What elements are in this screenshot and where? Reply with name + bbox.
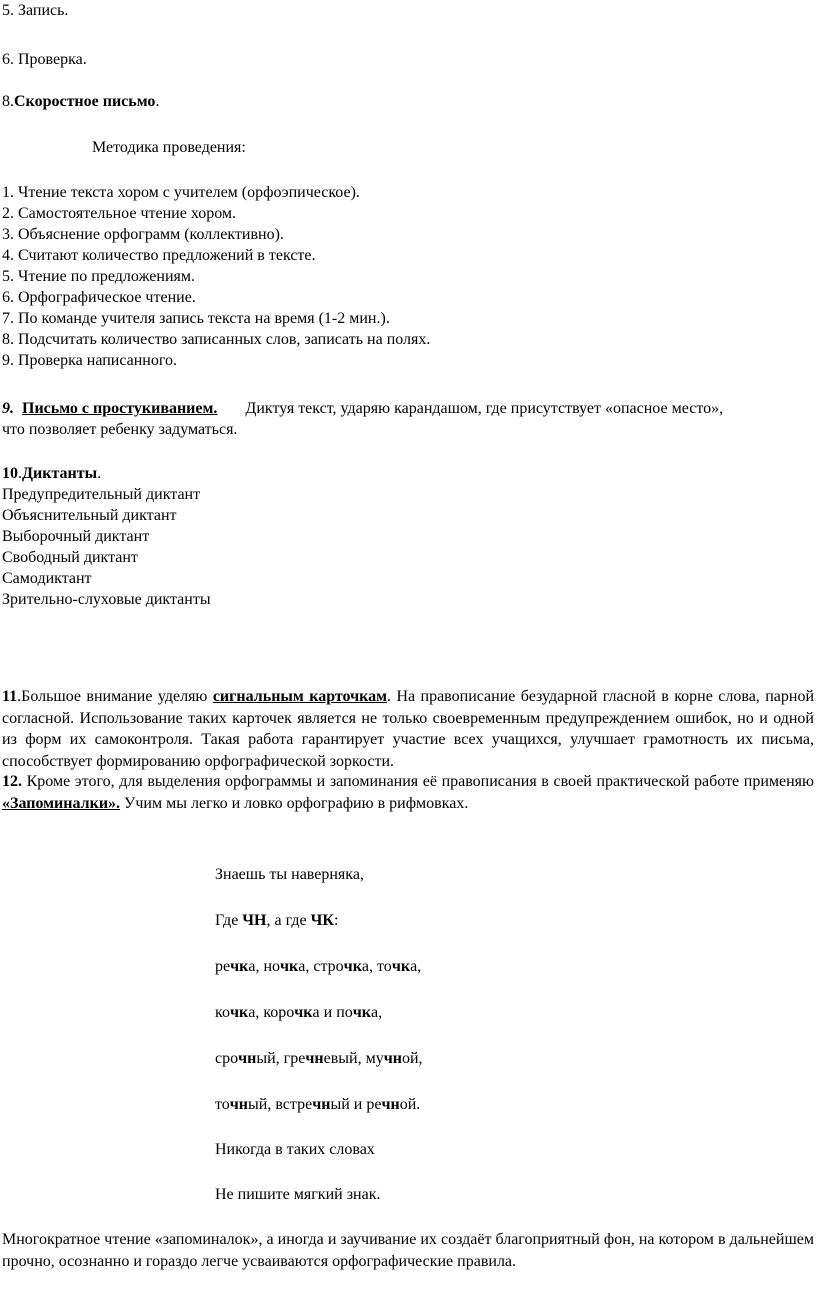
- poem-line-5: срочный, гречневый, мучной,: [215, 1050, 423, 1067]
- poem-line-6: точный, встречный и речной.: [215, 1096, 421, 1113]
- list-item: Объяснительный диктант: [2, 507, 177, 524]
- poem-line-1: Знаешь ты наверняка,: [215, 866, 364, 883]
- list-item: 1. Чтение текста хором с учителем (орфоэпическое).: [2, 184, 360, 201]
- list-item: 5. Чтение по предложениям.: [2, 268, 196, 285]
- list-item: Выборочный диктант: [2, 528, 150, 545]
- poem-line-2: Где ЧН, а где ЧК:: [215, 912, 339, 929]
- poem-line-8: Не пишите мягкий знак.: [215, 1186, 381, 1203]
- section-11-text: . На правописание безударной гласной в корне слова, парной согласной. Использование таких карточек является не только своевременным предупреждением ошибок, но и одной из форм их самоконтроля. Такая работа гарантирует участие всех учащихся, улучшает грамотность их письма, способствует формированию орфографической зоркости.: [2, 688, 815, 770]
- section-9-line-1: [2, 398, 723, 419]
- section-10-title: Диктанты: [22, 465, 98, 482]
- section-11-paragraph: 11.Большое внимание уделяю сигнальным карточкам. На правописание безударной гласной в корне слова, парной согласной. Использование таких карточек является не только своевременным предупреждением ошибок, но и одной из форм их самоконтроля. Такая работа гарантирует участие всех учащихся, улучшает грамотность их письма, способствует формированию орфографической зоркости.: [2, 688, 815, 770]
- list-item: 2. Самостоятельное чтение хором.: [2, 205, 237, 222]
- section-11-number: 11: [2, 688, 18, 705]
- poem-line-3: речка, ночка, строчка, точка,: [215, 958, 422, 975]
- section-8-number: 8.: [2, 93, 14, 110]
- list-item: 4. Считают количество предложений в тексте.: [2, 247, 316, 264]
- list-item: 6. Орфографическое чтение.: [2, 289, 196, 306]
- conclusion-paragraph: Многократное чтение «запоминалок», а иногда и заучивание их создаёт благоприятный фон, на котором в дальнейшем прочно, осознанно и гораздо легче усваиваются орфографические правила.: [2, 1231, 814, 1270]
- section-12-text: Учим мы легко и ловко орфографию в рифмовках.: [124, 794, 469, 812]
- section-9-line-2: что позволяет ребенку задуматься.: [2, 421, 238, 438]
- list-item: 9. Проверка написанного.: [2, 352, 178, 369]
- section-9-number: 9.: [2, 400, 14, 417]
- list-item: 8. Подсчитать количество записанных слов, записать на полях.: [2, 331, 431, 348]
- step-5-record: 5. Запись.: [2, 2, 69, 19]
- section-9-text: Диктуя текст, ударяю карандашом, где присутствует «опасное место»,: [245, 400, 724, 417]
- poem-line-7: Никогда в таких словах: [215, 1141, 375, 1158]
- list-item: Свободный диктант: [2, 549, 138, 566]
- section-10-number: 10: [2, 465, 18, 482]
- section-9-title: Письмо с простукиванием.: [22, 400, 218, 417]
- list-item: Зрительно-слуховые диктанты: [2, 591, 211, 608]
- poem-line-4: кочка, корочка и почка,: [215, 1004, 383, 1021]
- section-8-title: Скоростное письмо: [14, 93, 156, 110]
- step-6-check: 6. Проверка.: [2, 51, 87, 68]
- section-12-title: «Запоминалки».: [2, 794, 121, 812]
- list-item: Предупредительный диктант: [2, 486, 201, 503]
- section-12-number: 12.: [2, 773, 22, 790]
- list-item: Самодиктант: [2, 570, 92, 587]
- section-11-title: сигнальным карточкам: [212, 688, 388, 705]
- section-8-heading: 8.Скоростное письмо.: [2, 93, 160, 110]
- section-12-paragraph: 12. Кроме этого, для выделения орфограммы и запоминания её правописания в своей практической работе применяю «Запоминалки». Учим мы легко и ловко орфографию в рифмовках.: [2, 773, 814, 812]
- section-10-heading: 10.Диктанты.: [2, 465, 102, 482]
- list-item: 3. Объяснение орфограмм (коллективно).: [2, 226, 284, 243]
- list-item: 7. По команде учителя запись текста на время (1-2 мин.).: [2, 310, 390, 327]
- method-heading: Методика проведения:: [92, 139, 246, 156]
